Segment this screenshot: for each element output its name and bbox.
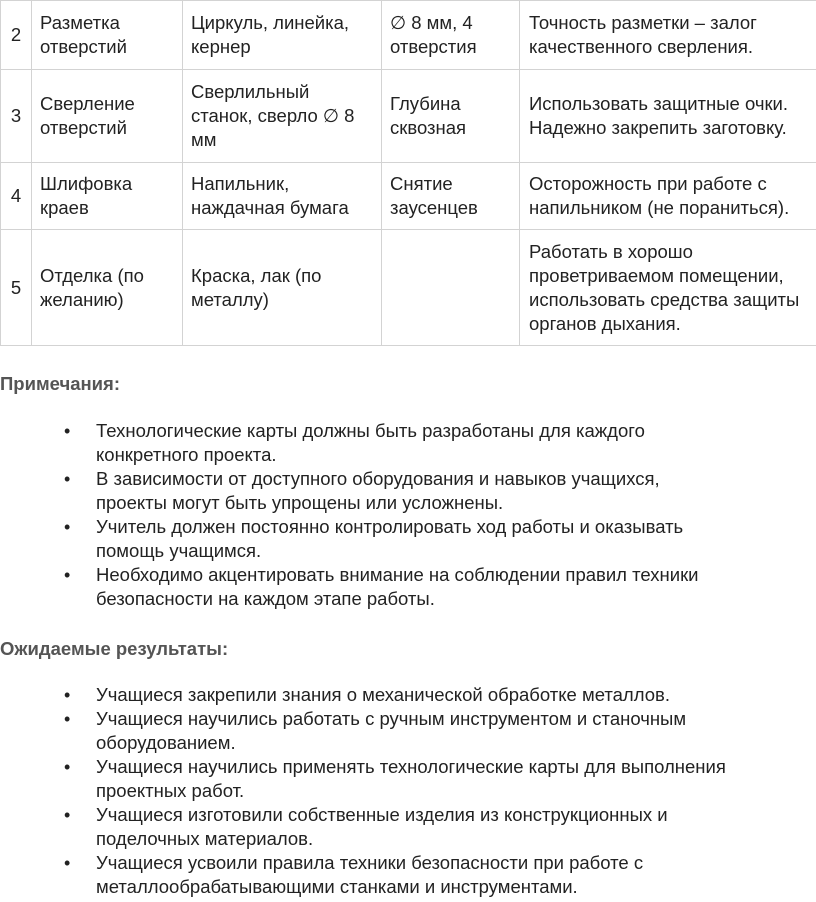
- list-item: • Учащиеся закрепили знания о механической обработке металлов.: [64, 684, 670, 705]
- results-heading: Ожидаемые результаты:: [0, 638, 229, 659]
- bullet-icon: •: [64, 565, 71, 585]
- list-item: • Учащиеся изготовили собственные изделия из конструкционных и поделочных материалов.: [64, 804, 668, 849]
- list-item: • Технологические карты должны быть разработаны для каждого конкретного проекта.: [64, 420, 645, 465]
- step-number: 2: [1, 1, 32, 70]
- bullet-icon: •: [64, 709, 71, 729]
- step-params: Глубина сквозная: [382, 70, 520, 163]
- bullet-icon: •: [64, 469, 71, 489]
- bullet-icon: •: [64, 805, 71, 825]
- bullet-icon: •: [64, 853, 71, 873]
- table-row: [1, 163, 816, 230]
- step-tools: Циркуль, линейка, кернер: [183, 1, 382, 70]
- step-name: Разметка отверстий: [32, 1, 183, 70]
- step-remarks: Использовать защитные очки. Надежно закрепить заготовку.: [520, 70, 816, 163]
- bullet-icon: •: [64, 421, 71, 441]
- step-name: Сверление отверстий: [32, 70, 183, 163]
- step-params: [382, 230, 520, 346]
- bullet-icon: •: [64, 757, 71, 777]
- table-row: [1, 70, 816, 163]
- table-row: [1, 1, 816, 70]
- list-item: • В зависимости от доступного оборудования и навыков учащихся, проекты могут быть упрощены или усложнены.: [64, 468, 660, 513]
- list-item: • Учащиеся научились применять технологические карты для выполнения проектных работ.: [64, 756, 726, 801]
- bullet-icon: •: [64, 517, 71, 537]
- step-tools: Сверлильный станок, сверло ∅ 8 мм: [183, 70, 382, 163]
- step-params: Снятие заусенцев: [382, 163, 520, 230]
- list-item: • Учитель должен постоянно контролировать ход работы и оказывать помощь учащимся.: [64, 516, 684, 561]
- table-row: [1, 230, 816, 346]
- step-remarks: Точность разметки – залог качественного сверления.: [520, 1, 816, 70]
- step-name: Отделка (по желанию): [32, 230, 183, 346]
- notes-list: [64, 419, 816, 611]
- list-item: • Учащиеся усвоили правила техники безопасности при работе с металлообрабатывающими станками и инструментами.: [64, 852, 644, 897]
- step-number: 5: [1, 230, 32, 346]
- step-tools: Краска, лак (по металлу): [183, 230, 382, 346]
- bullet-icon: •: [64, 685, 71, 705]
- list-item: • Учащиеся научились работать с ручным инструментом и станочным оборудованием.: [64, 708, 687, 753]
- step-params: ∅ 8 мм, 4 отверстия: [382, 1, 520, 70]
- step-name: Шлифовка краев: [32, 163, 183, 230]
- tech-card-table: [0, 0, 816, 346]
- step-remarks: Работать в хорошо проветриваемом помещении, использовать средства защиты органов дыхания.: [520, 230, 816, 346]
- notes-heading: Примечания:: [0, 373, 121, 394]
- results-list: [64, 683, 816, 899]
- step-tools: Напильник, наждачная бумага: [183, 163, 382, 230]
- list-item: • Необходимо акцентировать внимание на соблюдении правил техники безопасности на каждом этапе работы.: [64, 564, 699, 609]
- step-number: 4: [1, 163, 32, 230]
- step-remarks: Осторожность при работе с напильником (не пораниться).: [520, 163, 816, 230]
- step-number: 3: [1, 70, 32, 163]
